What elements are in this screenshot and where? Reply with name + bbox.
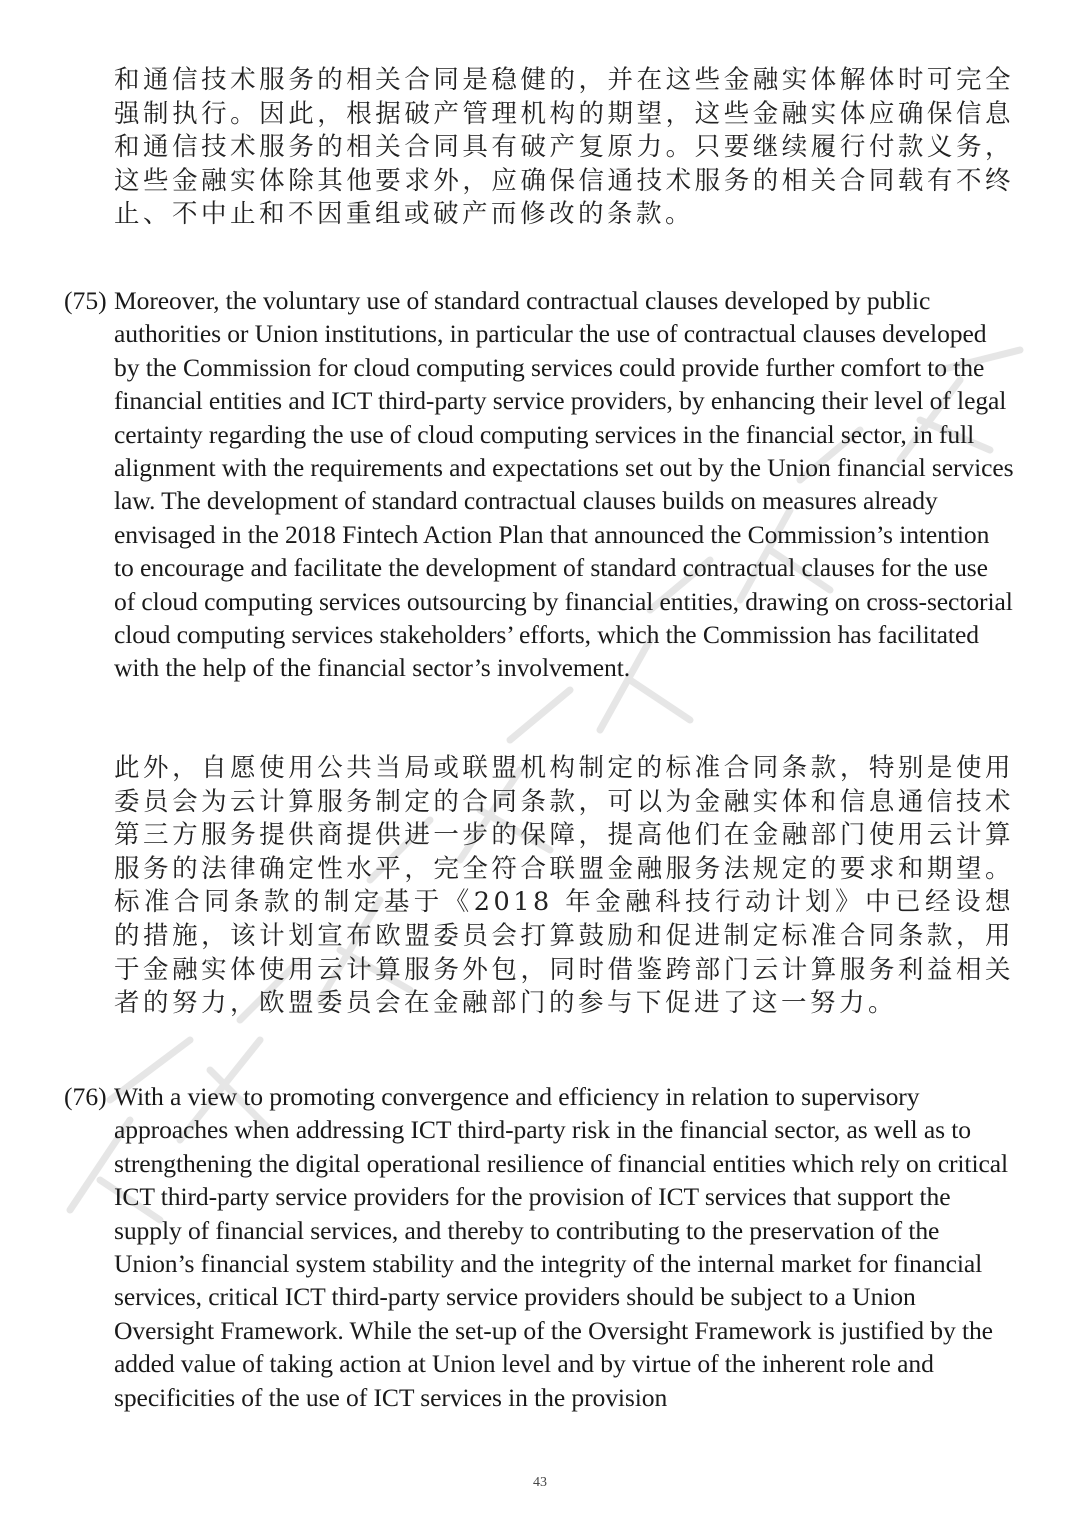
paragraph-75-chinese: 此外，自愿使用公共当局或联盟机构制定的标准合同条款，特别是使用委员会为云计算服务制定的合同条款，可以为金融实体和信息通信技术第三方服务提供商提供进一步的保障，提高他们在金融部门使用云计算服务的法律确定性水平，完全符合联盟金融服务法规定的要求和期望。标准合同条款的制定基于《2018 年金融科技行动计划》中已经设想的措施，该计划宣布欧盟委员会打算鼓励和促进制定标准合同条款，用于金融实体使用云计算服务外包，同时借鉴跨部门云计算服务利益相关者的努力，欧盟委员会在金融部门的参与下促进了这一努力。 — [114, 753, 1014, 1019]
paragraph-75-number: (75) — [64, 286, 107, 315]
paragraph-74-chinese-continuation: 和通信技术服务的相关合同是稳健的，并在这些金融实体解体时可完全强制执行。因此，根据破产管理机构的期望，这些金融实体应确保信息和通信技术服务的相关合同具有破产复原力。只要继续履行付款义务，这些金融实体除其他要求外，应确保信通技术服务的相关合同载有不终止、不中止和不因重组或破产而修改的条款。 — [114, 65, 1014, 230]
paragraph-75-english: Moreover, the voluntary use of standard contractual clauses developed by public authorities or Union institutions, in particular the use of contractual clauses developed by the Commission for cloud computing services could provide further comfort to the financial entities and ICT third-party service providers, by enhancing their level of legal certainty regarding the use of cloud computing services in the financial sector, in full alignment with the requirements and expectations set out by the Union financial services law. The development of standard contractual clauses builds on measures already envisaged in the 2018 Fintech Action Plan that announced the Commission’s intention to encourage and facilitate the development of standard contractual clauses for the use of cloud computing services outsourcing by financial entities, drawing on cross-sectorial cloud computing services stakeholders’ efforts, which the Commission has facilitated with the help of the financial sector’s involvement. — [114, 286, 1014, 683]
paragraph-76-number: (76) — [64, 1082, 107, 1111]
paragraph-76-english: With a view to promoting convergence and efficiency in relation to supervisory approaches when addressing ICT third-party risk in the financial sector, as well as to strengthening the digital operational resilience of financial entities which rely on critical ICT third-party service providers for the provision of ICT services that support the supply of financial services, and thereby to contributing to the preservation of the Union’s financial system stability and the integrity of the internal market for financial services, critical ICT third-party service providers should be subject to a Union Oversight Framework. While the set-up of the Oversight Framework is justified by the added value of taking action at Union level and by virtue of the inherent role and specificities of the use of ICT services in the provision — [114, 1082, 1008, 1412]
page-number: 43 — [533, 1475, 547, 1490]
